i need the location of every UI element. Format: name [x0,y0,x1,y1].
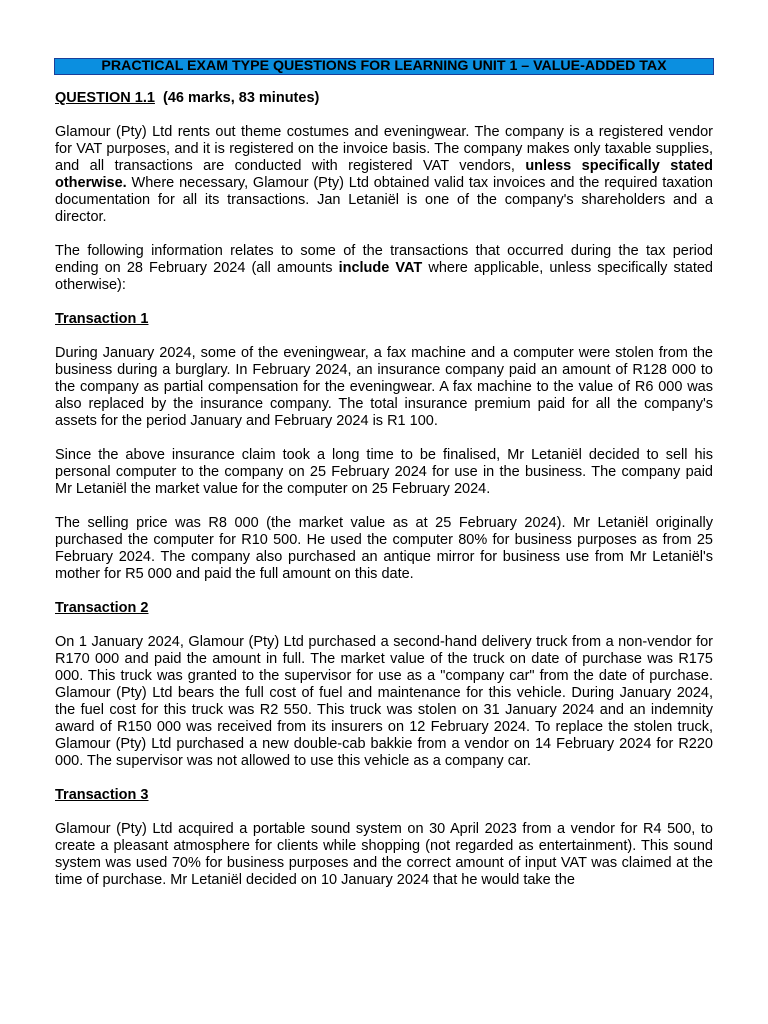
question-marks: (46 marks, 83 minutes) [162,90,320,106]
intro-p2-text-c: where applicable, unless specifically stated otherwise): [55,260,713,293]
transaction-1-heading: Transaction 1 [55,311,149,327]
intro-paragraph-2 [55,243,713,294]
transaction-2-paragraph-1: On 1 January 2024, Glamour (Pty) Ltd purchased a second-hand delivery truck from a non-vendor for R170 000 and paid the amount in full. The market value of the truck on date of purchase was R175 000. This truck was granted to the supervisor for use as a "company car" from the date of purchase. Glamour (Pty) Ltd bears the full cost of fuel and maintenance for this vehicle. During January 2024, the fuel cost for this truck was R2 550. This truck was stolen on 31 January 2024 and an indemnity award of R150 000 was received from its insurers on 12 February 2024. To replace the stolen truck, Glamour (Pty) Ltd purchased a new double-cab bakkie from a vendor on 14 February 2024 for R220 000. The supervisor was not allowed to use this vehicle as a company car. [55,634,713,769]
question-heading [55,90,713,107]
transaction-1-paragraph-2: Since the above insurance claim took a long time to be finalised, Mr Letaniël decided to sell his personal computer to the company on 25 February 2024 for use in the business. The company paid Mr Letaniël the market value for the computer on 25 February 2024. [55,447,713,497]
transaction-1-paragraph-3: The selling price was R8 000 (the market value as at 25 February 2024). Mr Letaniël originally purchased the computer for R10 500. He used the computer 80% for business purposes as from 25 February 2024. The company also purchased an antique mirror for business use from Mr Letaniël's mother for R5 000 and paid the full amount on this date. [55,515,713,582]
section-banner: PRACTICAL EXAM TYPE QUESTIONS FOR LEARNING UNIT 1 – VALUE-ADDED TAX [54,58,714,75]
intro-p1-text-c: Where necessary, Glamour (Pty) Ltd obtained valid tax invoices and the required taxation documentation for all its transactions. Jan Letaniël is one of the company's shareholders and a director. [55,175,713,225]
transaction-3-paragraph-1: Glamour (Pty) Ltd acquired a portable sound system on 30 April 2023 from a vendor for R4 500, to create a pleasant atmosphere for clients while shopping (not regarded as entertainment). This sound system was used 70% for business purposes and the correct amount of input VAT was claimed at the time of purchase. Mr Letaniël decided on 10 January 2024 that he would take the [55,821,713,888]
intro-p2-bold: include VAT [338,260,423,276]
transaction-3-heading: Transaction 3 [55,787,149,803]
intro-p1-text-a: Glamour (Pty) Ltd rents out theme costumes and eveningwear. The company is a registered vendor for VAT purposes, and it is registered on the invoice basis. The company makes only taxable supplies, and all transactions are conducted with registered VAT vendors, [55,124,713,174]
transaction-1-paragraph-1: During January 2024, some of the eveningwear, a fax machine and a computer were stolen from the business during a burglary. In February 2024, an insurance company paid an amount of R128 000 to the company as partial compensation for the eveningwear. A fax machine to the value of R6 000 was also replaced by the insurance company. The total insurance premium paid for all the company's assets for the period January and February 2024 is R1 100. [55,345,713,429]
document-body [55,90,713,906]
intro-p2-text-a: The following information relates to some of the transactions that occurred during the tax period ending on 28 February 2024 (all amounts [55,243,713,276]
question-label: QUESTION 1.1 [55,90,155,106]
transaction-2-heading: Transaction 2 [55,600,149,616]
intro-p1-bold: unless specifically stated otherwise. [55,158,714,191]
intro-paragraph-1 [55,124,713,226]
